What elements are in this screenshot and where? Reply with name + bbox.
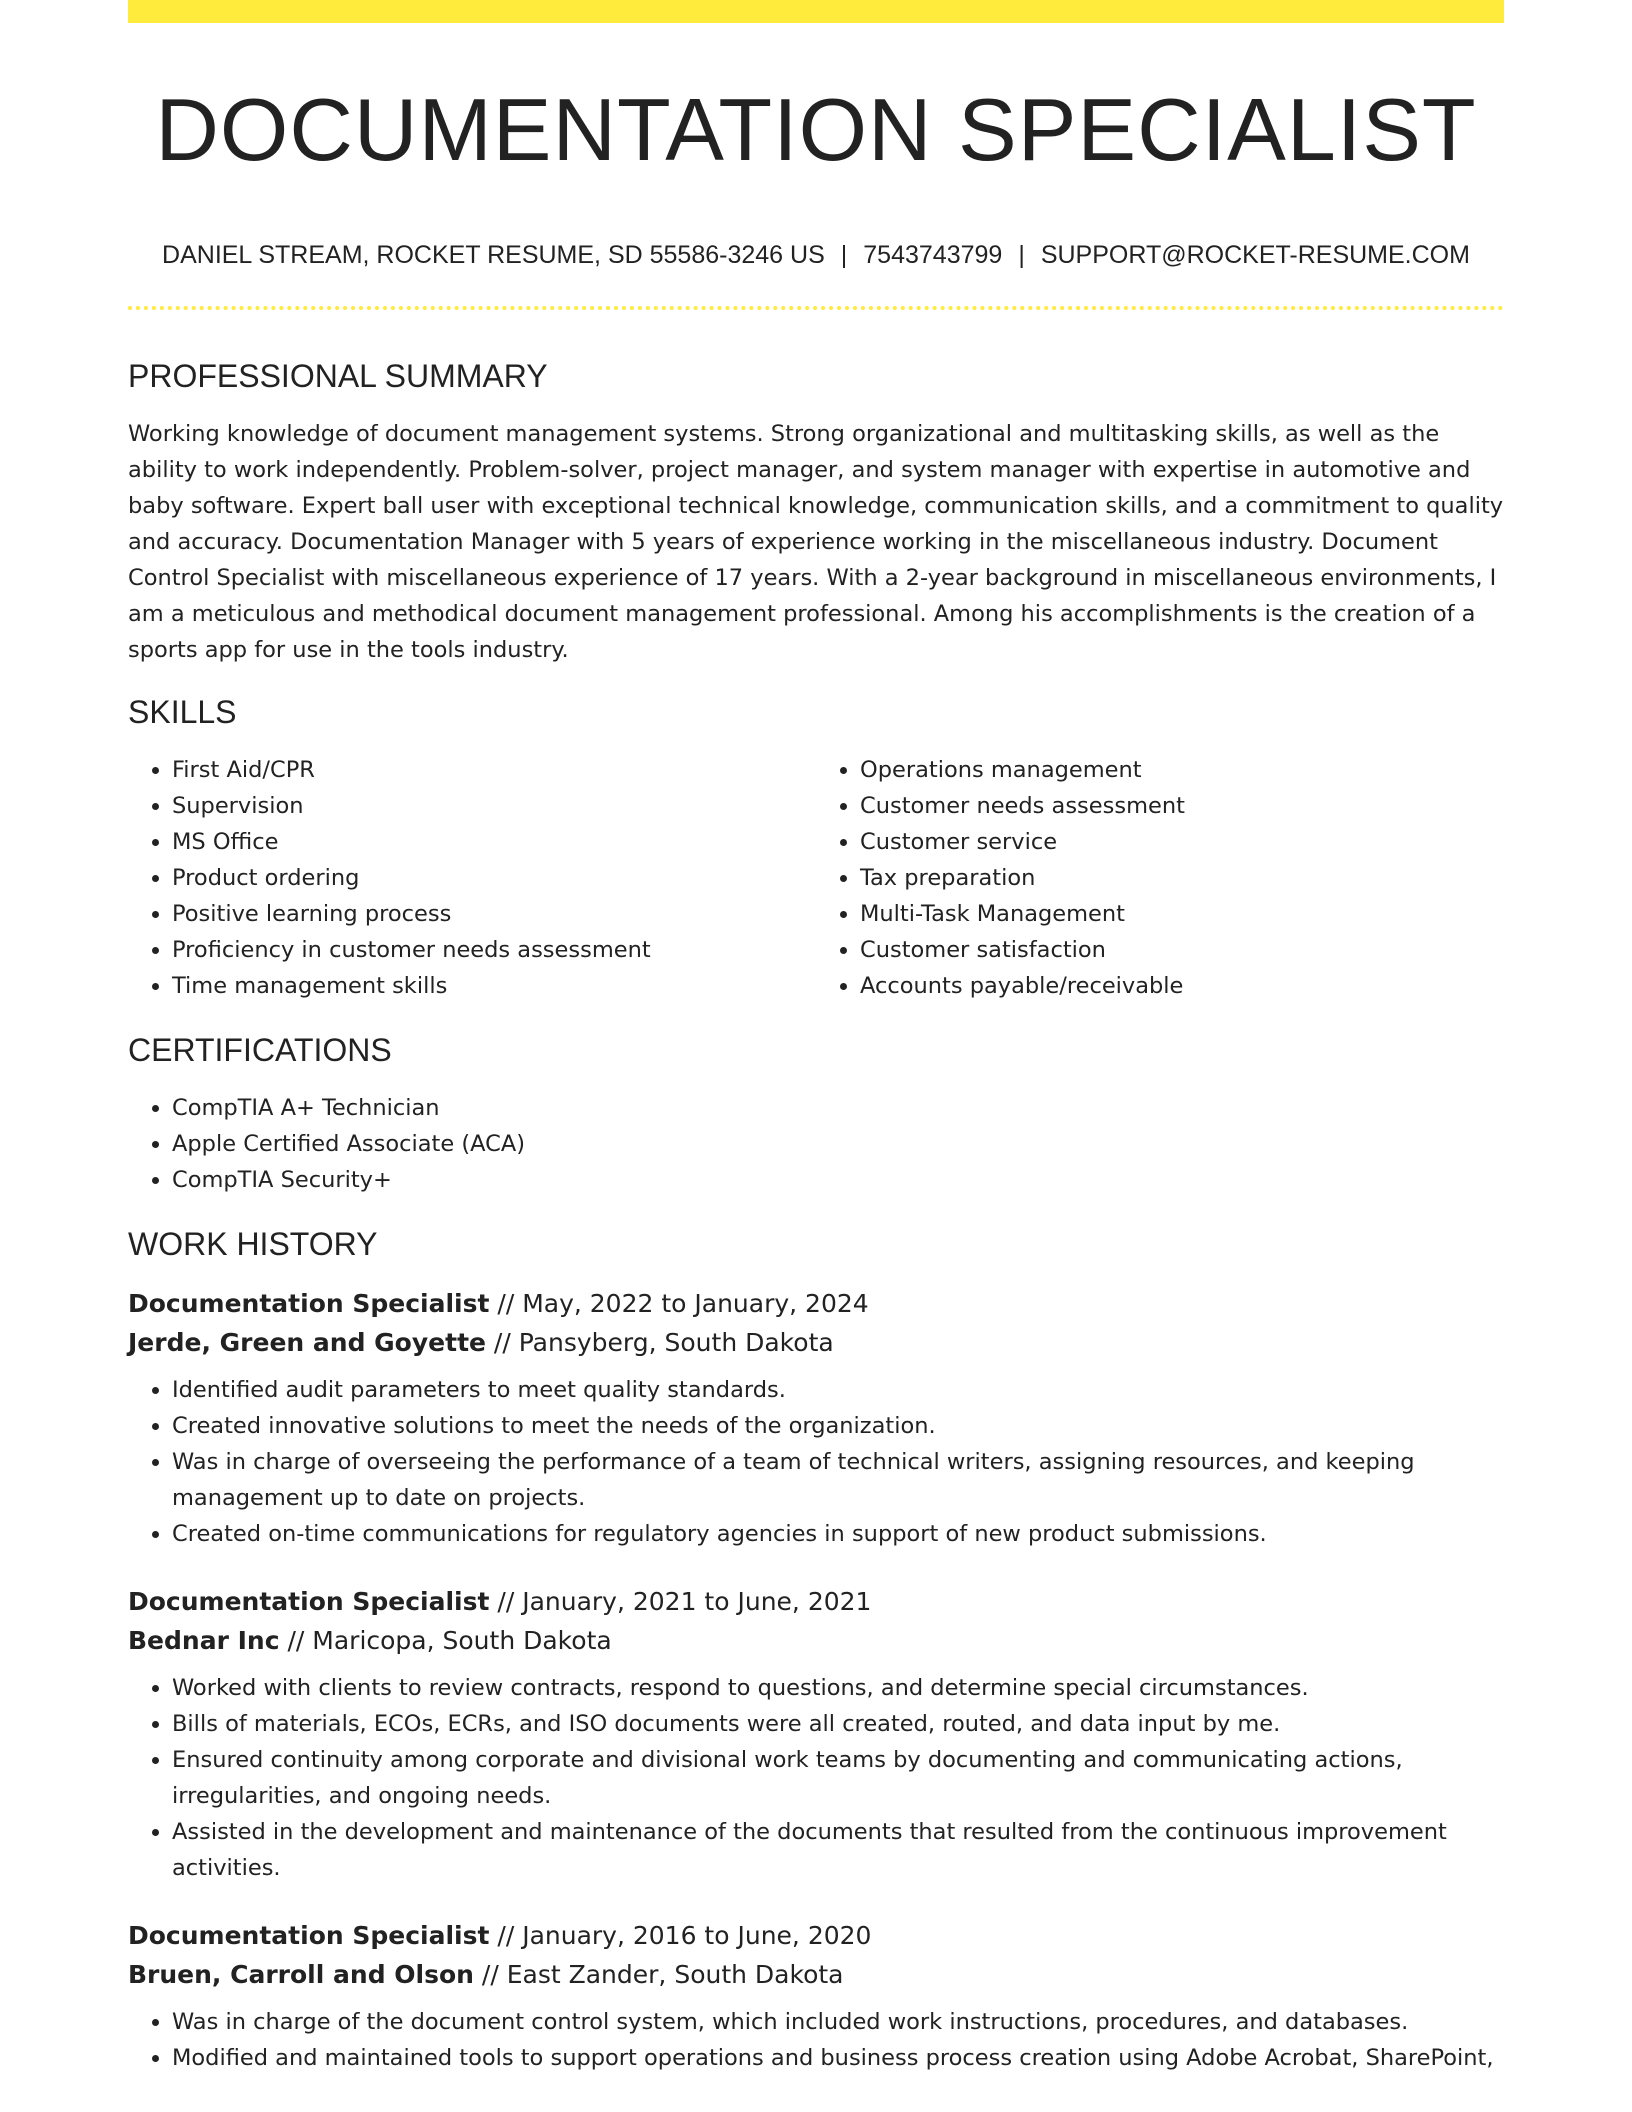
job-title: Documentation Specialist: [128, 1587, 490, 1616]
certifications-list: [128, 1090, 1504, 1198]
resume-content: [128, 352, 1504, 2106]
skills-left-list: [128, 752, 816, 1004]
contact-separator: |: [840, 241, 848, 269]
skill-item: • Accounts payable/receivable: [860, 968, 1504, 1004]
accent-bar: [128, 0, 1504, 23]
resume-title: DOCUMENTATION SPECIALIST: [155, 80, 1477, 179]
summary-section: [128, 352, 1504, 668]
skills-heading: SKILLS: [128, 694, 237, 730]
job-bullet: • Identified audit parameters to meet quality standards.: [172, 1372, 1504, 1408]
work-history-heading: WORK HISTORY: [128, 1226, 378, 1262]
skills-section: [128, 688, 1504, 1004]
skill-item: • Customer needs assessment: [860, 788, 1504, 824]
job-bullet: • Assisted in the development and maintenance of the documents that resulted from the continuous improvement activities.: [172, 1814, 1504, 1886]
job-location: // East Zander, South Dakota: [473, 1960, 844, 1989]
job-bullet: • Worked with clients to review contracts, respond to questions, and determine special circumstances.: [172, 1670, 1504, 1706]
skill-item: • Positive learning process: [172, 896, 816, 932]
work-history-section: [128, 1220, 1504, 2076]
job-bullet: • Modified and maintained tools to support operations and business process creation using Adobe Acrobat, SharePoint,: [172, 2040, 1504, 2076]
job-company-line: [128, 1323, 1504, 1362]
job-dates: // May, 2022 to January, 2024: [489, 1289, 869, 1318]
job-bullet: • Ensured continuity among corporate and divisional work teams by documenting and communicating actions, irregularities, and ongoing needs.: [172, 1742, 1504, 1814]
contact-email: SUPPORT@ROCKET-RESUME.COM: [1040, 241, 1470, 269]
skill-item: • Tax preparation: [860, 860, 1504, 896]
certification-item: • CompTIA A+ Technician: [172, 1090, 1504, 1126]
job-bullet: • Was in charge of the document control system, which included work instructions, procedures, and databases.: [172, 2004, 1504, 2040]
certifications-section: [128, 1026, 1504, 1198]
certification-item: • CompTIA Security+: [172, 1162, 1504, 1198]
job-entry: [128, 1916, 1504, 2076]
dotted-divider: [128, 306, 1504, 310]
job-dates: // January, 2016 to June, 2020: [489, 1921, 872, 1950]
skills-right-list: [816, 752, 1504, 1004]
summary-heading: PROFESSIONAL SUMMARY: [128, 358, 548, 394]
skill-item: • Proficiency in customer needs assessment: [172, 932, 816, 968]
job-title: Documentation Specialist: [128, 1921, 490, 1950]
summary-text: Working knowledge of document management systems. Strong organizational and multitasking skills, as well as the ability to work independently. Problem-solver, project manager, and system manager with expertise in automotive and baby software. Expert ball user with exceptional technical knowledge, communication skills, and a commitment to quality and accuracy. Documentation Manager with 5 years of experience working in the miscellaneous industry. Document Control Specialist with miscellaneous experience of 17 years. With a 2-year background in miscellaneous environments, I am a meticulous and methodical document management professional. Among his accomplishments is the creation of a sports app for use in the tools industry.: [128, 421, 1504, 663]
job-title-line: [128, 1582, 1504, 1621]
skill-item: • Time management skills: [172, 968, 816, 1004]
job-entry: [128, 1582, 1504, 1886]
skill-item: • Supervision: [172, 788, 816, 824]
job-bullet: • Bills of materials, ECOs, ECRs, and ISO documents were all created, routed, and data input by me.: [172, 1706, 1504, 1742]
job-company-line: [128, 1621, 1504, 1660]
contact-line: [128, 238, 1504, 272]
certification-item: • Apple Certified Associate (ACA): [172, 1126, 1504, 1162]
job-bullet: • Created innovative solutions to meet the needs of the organization.: [172, 1408, 1504, 1444]
skill-item: • First Aid/CPR: [172, 752, 816, 788]
contact-separator: |: [1018, 241, 1025, 269]
job-bullets: [128, 2004, 1504, 2076]
certifications-heading: CERTIFICATIONS: [128, 1032, 392, 1068]
contact-phone: 7543743799: [863, 241, 1003, 269]
job-title: Documentation Specialist: [128, 1289, 490, 1318]
skill-item: • Multi-Task Management: [860, 896, 1504, 932]
job-bullets: [128, 1372, 1504, 1552]
job-entry: [128, 1284, 1504, 1552]
job-location: // Maricopa, South Dakota: [279, 1626, 612, 1655]
job-location: // Pansyberg, South Dakota: [485, 1328, 834, 1357]
skills-columns: [128, 752, 1504, 1004]
skill-item: • Product ordering: [172, 860, 816, 896]
job-company: Bruen, Carroll and Olson: [128, 1960, 474, 1989]
job-bullets: [128, 1670, 1504, 1886]
job-title-line: [128, 1284, 1504, 1323]
job-company: Jerde, Green and Goyette: [128, 1328, 486, 1357]
skill-item: • Operations management: [860, 752, 1504, 788]
job-company-line: [128, 1955, 1504, 1994]
contact-address: DANIEL STREAM, ROCKET RESUME, SD 55586-3246 US: [162, 241, 825, 269]
job-title-line: [128, 1916, 1504, 1955]
job-company: Bednar Inc: [128, 1626, 280, 1655]
job-dates: // January, 2021 to June, 2021: [489, 1587, 872, 1616]
job-bullet: • Created on-time communications for regulatory agencies in support of new product submissions.: [172, 1516, 1504, 1552]
skill-item: • MS Office: [172, 824, 816, 860]
skill-item: • Customer satisfaction: [860, 932, 1504, 968]
skill-item: • Customer service: [860, 824, 1504, 860]
job-bullet: • Was in charge of overseeing the performance of a team of technical writers, assigning resources, and keeping management up to date on projects.: [172, 1444, 1504, 1516]
